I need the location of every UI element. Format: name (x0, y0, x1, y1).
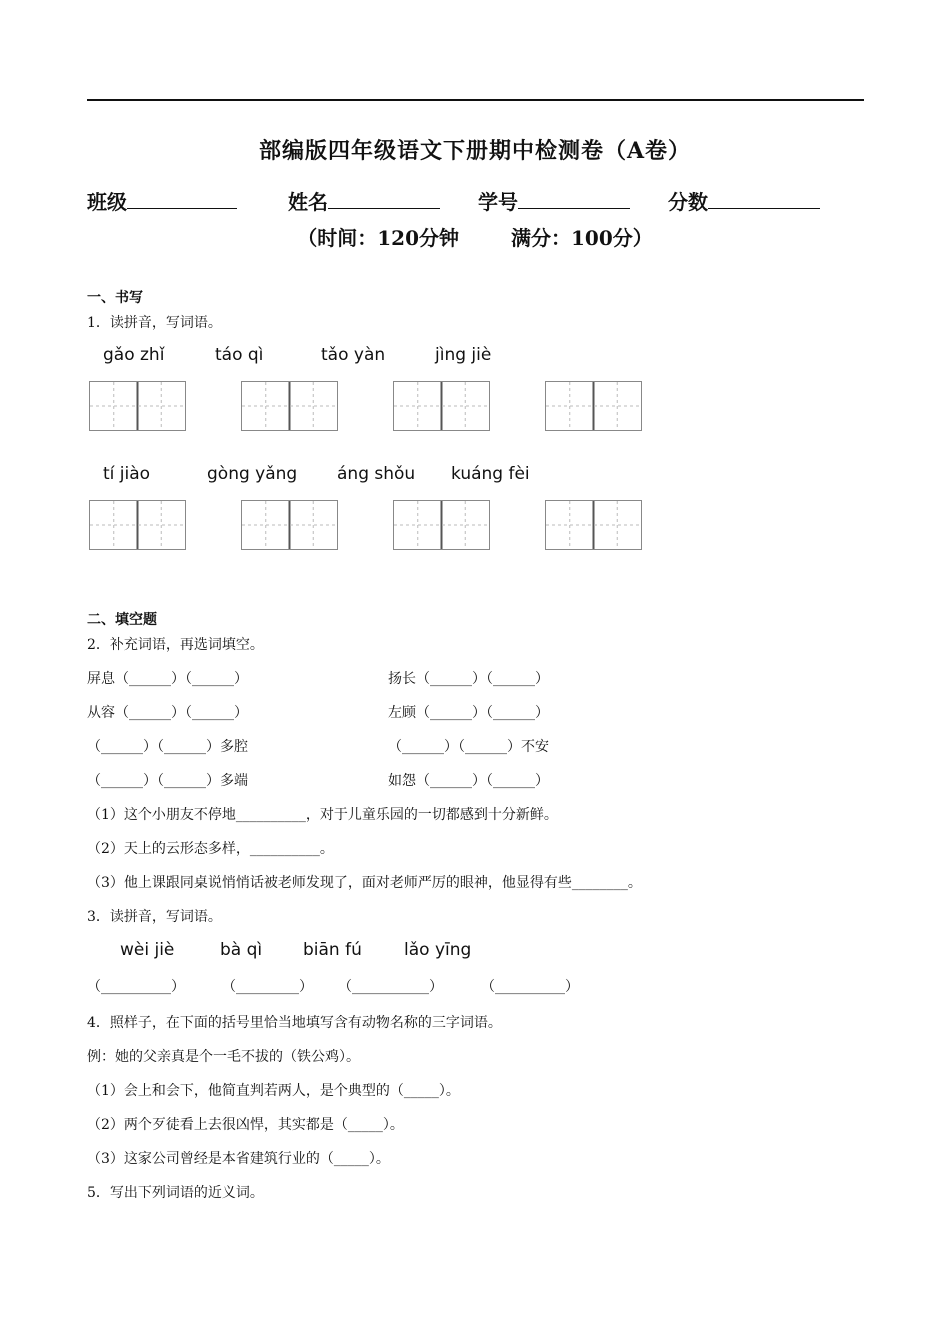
pinyin: wèi jiè (120, 940, 175, 960)
fill-item[interactable]: 如怨（______）（______） (388, 773, 549, 789)
answer-blank[interactable]: （__________） (481, 979, 579, 995)
question-4: 4．照样子，在下面的括号里恰当地填写含有动物名称的三字词语。 (87, 1015, 502, 1031)
pinyin: lǎo yīng (404, 940, 472, 960)
exam-time: （时间：120分钟 (297, 226, 459, 250)
exam-meta (0, 222, 950, 251)
pinyin: gòng yǎng (207, 464, 298, 484)
answer-blank[interactable]: （__________） (87, 979, 185, 995)
section-heading: 一、书写 (87, 290, 143, 306)
field-class (87, 186, 237, 215)
fill-item[interactable]: （______）（______）多端 (87, 773, 248, 789)
field-label: 姓名 (288, 190, 328, 214)
top-rule (87, 99, 864, 101)
writing-grid[interactable] (89, 381, 186, 431)
sentence-item[interactable]: （3）他上课跟同桌说悄悄话被老师发现了，面对老师严厉的眼神，他显得有些________。 (87, 875, 642, 891)
idiom-item[interactable]: （3）这家公司曾经是本省建筑行业的（_____）。 (87, 1151, 390, 1167)
exam-full-score: 满分：100分） (511, 226, 653, 250)
fill-item[interactable]: 从容（______）（______） (87, 705, 248, 721)
question-2: 2．补充词语，再选词填空。 (87, 637, 264, 653)
pinyin: táo qì (215, 345, 264, 365)
question-3: 3．读拼音，写词语。 (87, 909, 222, 925)
field-score (668, 186, 820, 215)
idiom-item[interactable]: （1）会上和会下，他简直判若两人，是个典型的（_____）。 (87, 1083, 460, 1099)
field-label: 学号 (478, 190, 518, 214)
pinyin: tí jiào (103, 464, 151, 484)
number-blank (518, 188, 630, 209)
writing-grid[interactable] (545, 381, 642, 431)
sentence-item[interactable]: （2）天上的云形态多样，__________。 (87, 841, 334, 857)
field-number (478, 186, 630, 215)
field-label: 班级 (87, 190, 127, 214)
score-blank (708, 188, 820, 209)
writing-grid[interactable] (241, 381, 338, 431)
fill-item[interactable]: （______）（______）多腔 (87, 739, 248, 755)
page-title: 部编版四年级语文下册期中检测卷（A卷） (258, 138, 692, 164)
fill-item[interactable]: 扬长（______）（______） (388, 671, 549, 687)
question-1: 1．读拼音，写词语。 (87, 315, 222, 331)
field-label: 分数 (668, 190, 708, 214)
name-blank (328, 188, 440, 209)
example-line: 例：她的父亲真是个一毛不拔的（铁公鸡）。 (87, 1049, 360, 1065)
pinyin: kuáng fèi (451, 464, 530, 484)
fill-item[interactable]: 屏息（______）（______） (87, 671, 248, 687)
pinyin: biān fú (303, 940, 362, 960)
field-name (288, 186, 440, 215)
sentence-item[interactable]: （1）这个小朋友不停地__________，对于儿童乐园的一切都感到十分新鲜。 (87, 807, 558, 823)
fill-item[interactable]: 左顾（______）（______） (388, 705, 549, 721)
fill-item[interactable]: （______）（______）不安 (388, 739, 549, 755)
pinyin: jìng jiè (435, 345, 492, 365)
writing-grid[interactable] (393, 500, 490, 550)
writing-grid[interactable] (241, 500, 338, 550)
answer-blank[interactable]: （___________） (338, 979, 443, 995)
writing-grid[interactable] (545, 500, 642, 550)
idiom-item[interactable]: （2）两个歹徒看上去很凶悍，其实都是（_____）。 (87, 1117, 404, 1133)
pinyin: bà qì (220, 940, 263, 960)
writing-grid[interactable] (89, 500, 186, 550)
question-5: 5．写出下列词语的近义词。 (87, 1185, 264, 1201)
pinyin: gǎo zhǐ (103, 345, 165, 365)
pinyin: áng shǒu (337, 464, 416, 484)
section-heading: 二、填空题 (87, 612, 157, 628)
class-blank (127, 188, 237, 209)
writing-grid[interactable] (393, 381, 490, 431)
pinyin: tǎo yàn (321, 345, 386, 365)
answer-blank[interactable]: （_________） (222, 979, 313, 995)
